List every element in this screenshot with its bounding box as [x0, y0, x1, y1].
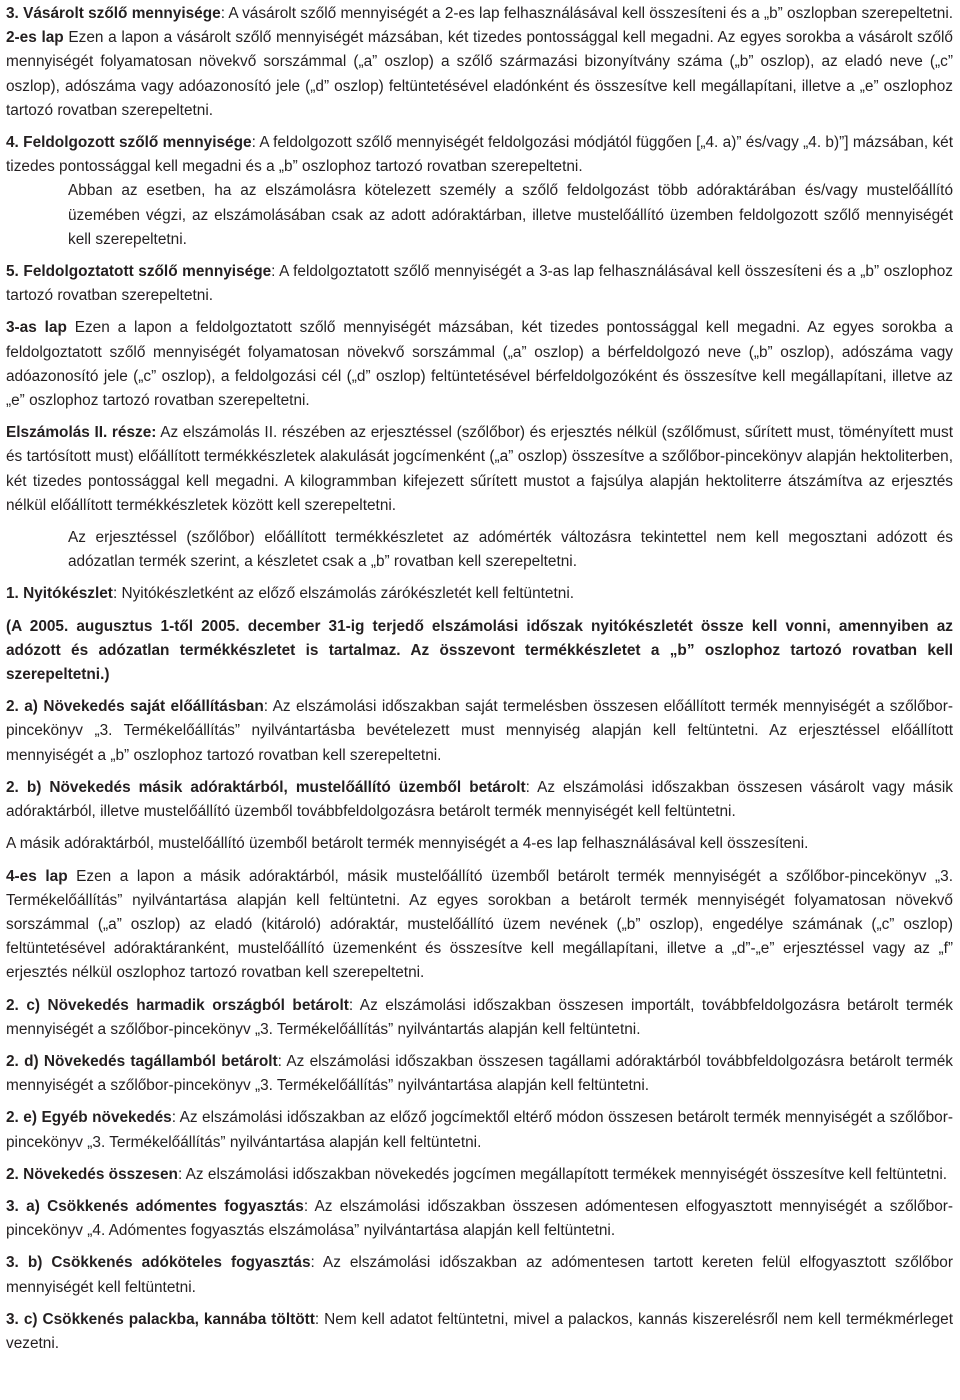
- paragraph-2es-lap: [6, 26, 953, 123]
- paragraph-vasarolt-szolo: [6, 2, 953, 26]
- heading-4es-lap: 4-es lap: [6, 867, 68, 885]
- paragraph-novekedes-osszesen: [6, 1163, 953, 1187]
- heading-novekedes-sajat: 2. a) Növekedés saját előállításban: [6, 698, 264, 716]
- heading-3as-lap: 3-as lap: [6, 319, 67, 337]
- paragraph-4es-lap: [6, 865, 953, 986]
- paragraph-erjesztes-note: [68, 526, 953, 574]
- paragraph-csokkenes-adomentes: [6, 1195, 953, 1243]
- heading-csokkenes-palack: 3. c) Csökkenés palackba, kannába töltött: [6, 1310, 315, 1328]
- text-tobb-adoraktar: Abban az esetben, ha az elszámolásra kötelezett személy a szőlő feldolgozást több adóraktárában és/vagy mustelőállító üzemében végzi, az elszámolásában csak az adott adóraktárban, illetve mustelőállító üzemben feldolgozott szőlő mennyiségét kell szerepeltetni.: [68, 182, 953, 248]
- paragraph-2005-note: [6, 615, 953, 688]
- text-feldolgozott-szolo: : A feldolgozott szőlő mennyiségét feldolgozási módjától függően [„4. a)” és/vagy „4. b)”] mázsában, két tizedes pontossággal kell megadni és a „b” oszlophoz tartozó rovatban szerepeltetni.: [6, 134, 953, 176]
- paragraph-feldolgoztatott-szolo: [6, 260, 953, 308]
- heading-2es-lap: 2-es lap: [6, 29, 64, 47]
- text-2005-note: (A 2005. augusztus 1-től 2005. december 31-ig terjedő elszámolási időszak nyitókészletét össze kell vonni, amennyiben az adózott és adózatlan termékkészletet is tartalmaz. Az összevont termékkészletet a „b” oszlophoz tartozó rovatban kell szerepeltetni.): [6, 617, 953, 684]
- paragraph-nyitokeszlet: [6, 582, 953, 606]
- text-2es-lap: Ezen a lapon a vásárolt szőlő mennyiségét mázsában, két tizedes pontossággal kell megadni. Az egyes sorokba a vásárolt szőlő mennyiségét folyamatosan növekvő sorszámmal („a” oszlop) a szőlő származási bizonyítvány száma („b” oszlop), az eladó neve („c” oszlop), adószáma vagy adóazonosító jele („d” oszlop) feltüntetésével eladónként és összesítve kell megállapítani, illetve a „e” oszlophoz tartozó rovatban szerepeltetni.: [6, 29, 953, 119]
- paragraph-csokkenes-adokoteles: [6, 1251, 953, 1299]
- text-novekedes-sajat: : Az elszámolási időszakban saját termelésben összesen előállított termék mennyiségét a szőlőbor-pincekönyv „3. Termékelőállítás” nyilvántartásba bevételezett must mennyiség alapján kell feltüntetni. Az erjesztéssel előállított mennyiségét a „b” oszlophoz tartozó rovatban kell szerepeltetni.: [6, 698, 953, 764]
- text-csokkenes-adomentes: : Az elszámolási időszakban összesen adómentesen elfogyasztott mennyiségét a szőlőbor-pincekönyv „4. Adómentes fogyasztás elszámolása” nyilvántartása alapján kell feltüntetni.: [6, 1197, 954, 1240]
- paragraph-3as-lap: [6, 316, 953, 413]
- paragraph-egyeb-novekedes: [6, 1106, 953, 1154]
- heading-novekedes-harmadik-orszag: 2. c) Növekedés harmadik országból betárolt: [6, 996, 349, 1014]
- heading-nyitokeszlet: 1. Nyitókészlet: [6, 585, 113, 603]
- paragraph-elszamolas-ii: [6, 421, 953, 518]
- heading-feldolgozott-szolo: 4. Feldolgozott szőlő mennyisége: [6, 134, 252, 152]
- text-nyitokeszlet: : Nyitókészletként az előző elszámolás zárókészletét kell feltüntetni.: [112, 585, 575, 603]
- heading-egyeb-novekedes: 2. e) Egyéb növekedés: [6, 1109, 172, 1127]
- text-csokkenes-palack: : Nem kell adatot feltüntetni, mivel a palackos, kannás kiszerelésről nem kell termékmérleget vezetni.: [6, 1310, 953, 1352]
- paragraph-tobb-adoraktar: [68, 179, 953, 252]
- text-egyeb-novekedes: : Az elszámolási időszakban az előző jogcímektől eltérő módon összesen betárolt termék mennyiségét a szőlőbor-pincekönyv „3. Termékelőállítás” nyilvántartása alapján kell feltüntetni.: [6, 1109, 953, 1151]
- text-3as-lap: Ezen a lapon a feldolgoztatott szőlő mennyiségét mázsában, két tizedes pontossággal kell megadni. Az egyes sorokba a feldolgoztatott szőlő mennyiségét folyamatosan növekvő sorszámmal („a” oszlop) a bérfeldolgozó neve („b” oszlop), adószáma vagy adóazonosító jele („c” oszlop), a feldolgozási cél („d” oszlop) feltüntetésével bérfeldolgozóként és összesítve kell megállapítani, illetve az „e” oszlophoz tartozó rovatban szerepeltetni.: [6, 319, 953, 410]
- paragraph-novekedes-tagallam: [6, 1050, 953, 1098]
- text-erjesztes-note: Az erjesztéssel (szőlőbor) előállított termékkészletet az adómérték változásra tekintettel nem kell megosztani adózott és adózatlan termék szerint, a készletet csak a „b” rovatban kell szerepeltetni.: [68, 529, 953, 571]
- text-4es-lap: Ezen a lapon a másik adóraktárból, másik mustelőállító üzemből betárolt termék mennyiségét a szőlőbor-pincekönyv „3. Termékelőállítás” nyilvántartása alapján kell feltüntetni. Az egyes sorokban a betárolt termék mennyiségét folyamatosan növekvő sorszámmal („a” oszlop) az eladó (kitároló) adóraktár, mustelőállító üzem nevének („b” oszlop), engedélye számának („c” oszlop) feltüntetésével adóraktáranként, mustelőállító üzemenként és összesítve kell megállapítani, illetve a „d”-„e” erjesztéssel vagy az „f” erjesztés nélkül oszlophoz tartozó rovatban kell szerepeltetni.: [6, 867, 953, 982]
- paragraph-novekedes-sajat: [6, 695, 953, 768]
- text-novekedes-harmadik-orszag: : Az elszámolási időszakban összesen importált, továbbfeldolgozásra betárolt termék mennyiségét a szőlőbor-pincekönyv „3. Termékelőállítás” nyilvántartás alapján kell feltüntetni.: [6, 996, 953, 1038]
- text-vasarolt-szolo: : A vásárolt szőlő mennyiségét a 2-es lap felhasználásával kell összesíteni és a „b” oszlopban szerepeltetni.: [220, 5, 954, 22]
- heading-elszamolas-ii: Elszámolás II. része:: [6, 424, 157, 442]
- heading-novekedes-tagallam: 2. d) Növekedés tagállamból betárolt: [6, 1052, 278, 1070]
- heading-csokkenes-adokoteles: 3. b) Csökkenés adóköteles fogyasztás: [6, 1254, 311, 1272]
- heading-novekedes-masik-adoraktar: 2. b) Növekedés másik adóraktárból, mustelőállító üzemből betárolt: [6, 778, 526, 796]
- paragraph-novekedes-harmadik-orszag: [6, 994, 953, 1042]
- heading-vasarolt-szolo: 3. Vásárolt szőlő mennyisége: [6, 5, 221, 22]
- paragraph-4es-lap-intro: [6, 832, 953, 856]
- text-novekedes-osszesen: : Az elszámolási időszakban növekedés jogcímen megállapított termékek mennyiségét összesítve kell feltüntetni.: [177, 1165, 948, 1183]
- paragraph-novekedes-masik-adoraktar: [6, 776, 953, 824]
- text-novekedes-masik-adoraktar: : Az elszámolási időszakban összesen vásárolt vagy másik adóraktárból, illetve mustelőállító üzemből továbbfeldolgozásra betárolt termék mennyiségét kell feltüntetni.: [6, 778, 953, 821]
- paragraph-feldolgozott-szolo: [6, 131, 953, 179]
- heading-csokkenes-adomentes: 3. a) Csökkenés adómentes fogyasztás: [6, 1197, 304, 1215]
- text-4es-lap-intro: A másik adóraktárból, mustelőállító üzemből betárolt termék mennyiségét a 4-es lap felhasználásával kell összesíteni.: [6, 835, 809, 853]
- paragraph-csokkenes-palack: [6, 1308, 953, 1356]
- text-elszamolas-ii: Az elszámolás II. részében az erjesztéssel (szőlőbor) és erjesztés nélkül (szőlőmust, sűrített must, töményített must és tartósított must) előállított termékkészletek alakulását jogcímenként („a” oszlop) összesítve a szőlőbor-pincekönyv alapján hektoliterben, két tizedes pontossággal kell megadni. A kilogrammban kifejezett sűrített mustot a fajsúlya alapján hektoliterre átszámítva az erjesztés nélkül előállított termékkészletek között kell szerepeltetni.: [6, 424, 953, 514]
- text-csokkenes-adokoteles: : Az elszámolási időszakban az adómentesen tartott kereten felül elfogyasztott szőlőbor mennyiségét kell feltüntetni.: [6, 1254, 953, 1296]
- text-novekedes-tagallam: : Az elszámolási időszakban összesen tagállami adóraktárból továbbfeldolgozásra betárolt termék mennyiségét a szőlőbor-pincekönyv „3. Termékelőállítás” nyilvántartása alapján kell feltüntetni.: [6, 1052, 953, 1095]
- heading-feldolgoztatott-szolo: 5. Feldolgoztatott szőlő mennyisége: [6, 263, 272, 281]
- text-feldolgoztatott-szolo: : A feldolgoztatott szőlő mennyiségét a 3-as lap felhasználásával kell összesíteni és a „b” oszlophoz tartozó rovatban szerepeltetni.: [6, 263, 953, 305]
- heading-novekedes-osszesen: 2. Növekedés összesen: [6, 1165, 178, 1183]
